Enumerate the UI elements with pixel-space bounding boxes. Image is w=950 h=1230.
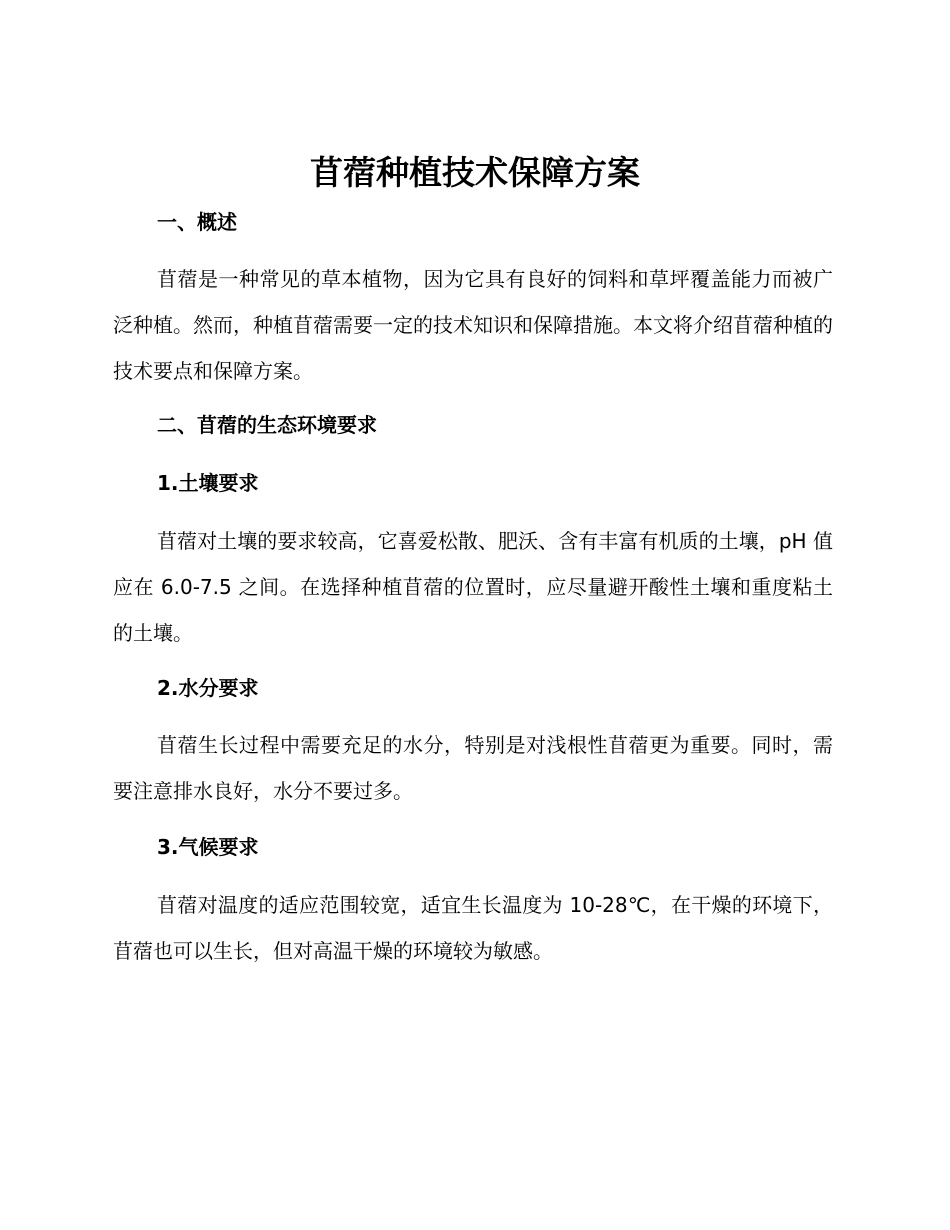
paragraph-water: 苜蓿生长过程中需要充足的水分，特别是对浅根性苜蓿更为重要。同时，需要注意排水良好，水分不要过多。 — [113, 733, 833, 803]
paragraph-climate: 苜蓿对温度的适应范围较宽，适宜生长温度为 10-28℃，在干燥的环境下，苜蓿也可以生长，但对高温干燥的环境较为敏感。 — [113, 893, 833, 963]
paragraph-overview: 苜蓿是一种常见的草本植物，因为它具有良好的饲料和草坪覆盖能力而被广泛种植。然而，种植苜蓿需要一定的技术知识和保障措施。本文将介绍苜蓿种植的技术要点和保障方案。 — [113, 267, 833, 383]
section-heading-overview: 一、概述 — [157, 210, 237, 234]
section-heading-water: 2.水分要求 — [157, 676, 259, 700]
paragraph-soil: 苜蓿对土壤的要求较高，它喜爱松散、肥沃、含有丰富有机质的土壤，pH 值应在 6.0-7.5 之间。在选择种植苜蓿的位置时，应尽量避开酸性土壤和重度粘土的土壤。 — [113, 529, 833, 645]
section-heading-climate: 3.气候要求 — [157, 835, 259, 859]
section-heading-soil: 1.土壤要求 — [157, 471, 259, 495]
document-title: 苜蓿种植技术保障方案 — [310, 153, 640, 192]
section-heading-ecology: 二、苜蓿的生态环境要求 — [157, 413, 377, 437]
